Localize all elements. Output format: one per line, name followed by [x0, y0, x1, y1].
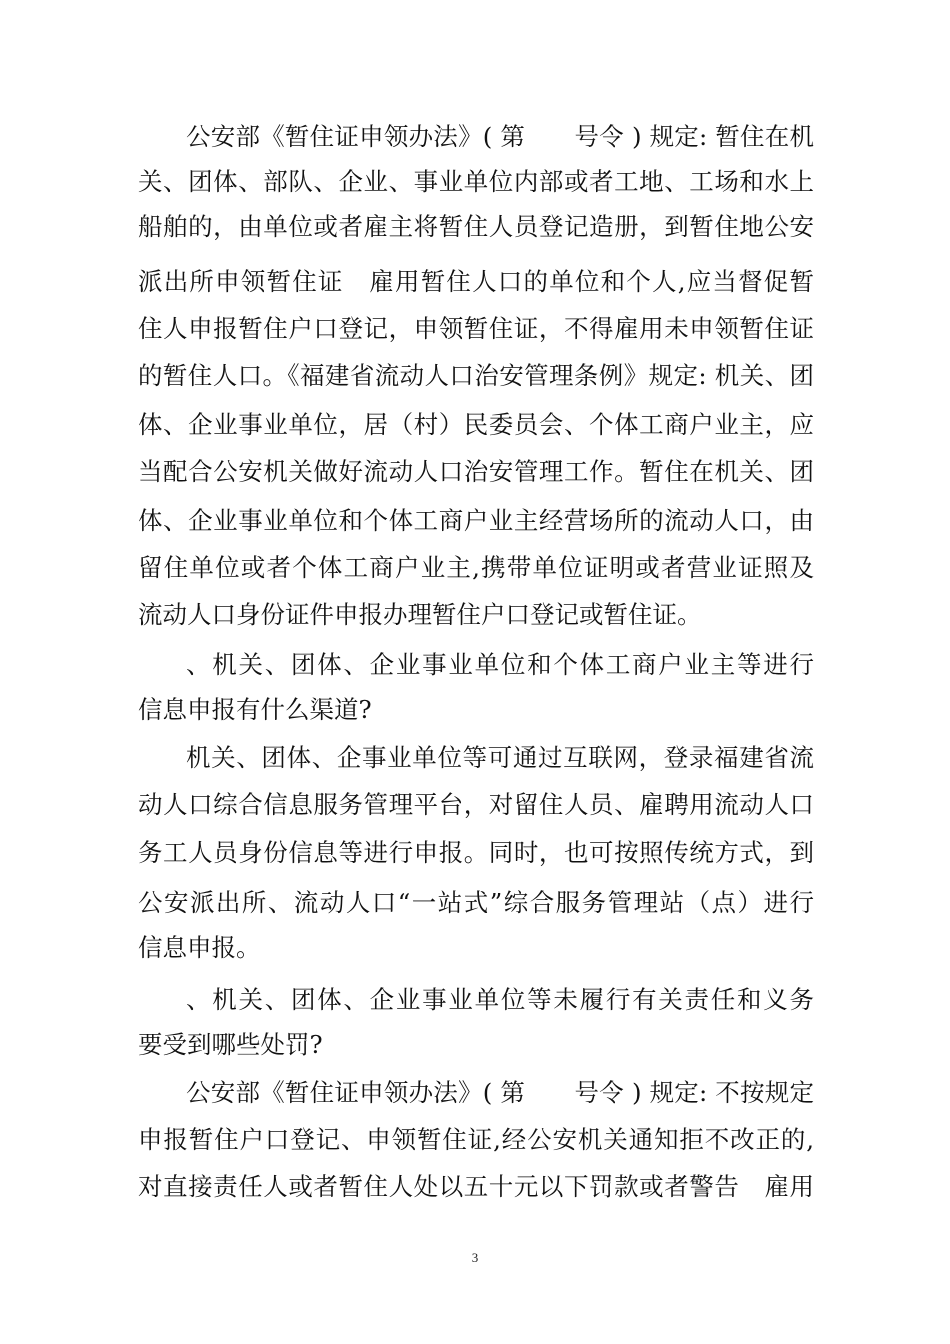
paragraph-line: 体、企业事业单位和个体工商户业主经营场所的流动人口，由	[138, 506, 814, 535]
paragraph-line: 机关、团体、企事业单位等可通过互联网，登录福建省流	[186, 743, 814, 772]
paragraph-line: 船舶的，由单位或者雇主将暂住人员登记造册，到暂住地公安	[138, 212, 814, 241]
question-line: 、机关、团体、企业事业单位和个体工商户业主等进行	[186, 650, 814, 679]
paragraph-line: 动人口综合信息服务管理平台，对留住人员、雇聘用流动人口	[138, 790, 814, 819]
paragraph-line: 当配合公安机关做好流动人口治安管理工作。暂住在机关、团	[138, 457, 814, 486]
paragraph-line: 务工人员身份信息等进行申报。同时，也可按照传统方式，到	[138, 838, 814, 867]
question-line: 信息申报有什么渠道?	[138, 695, 372, 724]
paragraph-line: 公安派出所、流动人口“一站式”综合服务管理站（点）进行	[138, 888, 814, 917]
paragraph-line: 体、企业事业单位，居（村）民委员会、个体工商户业主，应	[138, 410, 814, 439]
paragraph-line: 的暂住人口。《福建省流动人口治安管理条例》规定: 机关、团	[138, 361, 814, 390]
paragraph-line: 关、团体、部队、企业、事业单位内部或者工地、工场和水上	[138, 167, 814, 196]
paragraph-line: 留住单位或者个体工商户业主,携带单位证明或者营业证照及	[138, 553, 814, 582]
paragraph-line: 信息申报。	[138, 933, 261, 962]
paragraph-line: 申报暂住户口登记、申领暂住证,经公安机关通知拒不改正的,	[138, 1125, 814, 1154]
paragraph-line: 流动人口身份证件申报办理暂住户口登记或暂住证。	[138, 600, 702, 629]
page-number: 3	[471, 1250, 479, 1265]
paragraph-line: 住人申报暂住户口登记，申领暂住证，不得雇用未申领暂住证	[138, 314, 814, 343]
question-line: 、机关、团体、企业事业单位等未履行有关责任和义务	[186, 985, 814, 1014]
paragraph-line: 公安部《暂住证申领办法》( 第 号令 ) 规定: 暂住在机	[186, 122, 814, 151]
paragraph-line: 派出所申领暂住证 雇用暂住人口的单位和个人,应当督促暂	[138, 267, 814, 296]
paragraph-line: 对直接责任人或者暂住人处以五十元以下罚款或者警告 雇用	[138, 1172, 814, 1201]
paragraph-line: 公安部《暂住证申领办法》( 第 号令 ) 规定: 不按规定	[186, 1078, 814, 1107]
question-line: 要受到哪些处罚?	[138, 1030, 323, 1059]
